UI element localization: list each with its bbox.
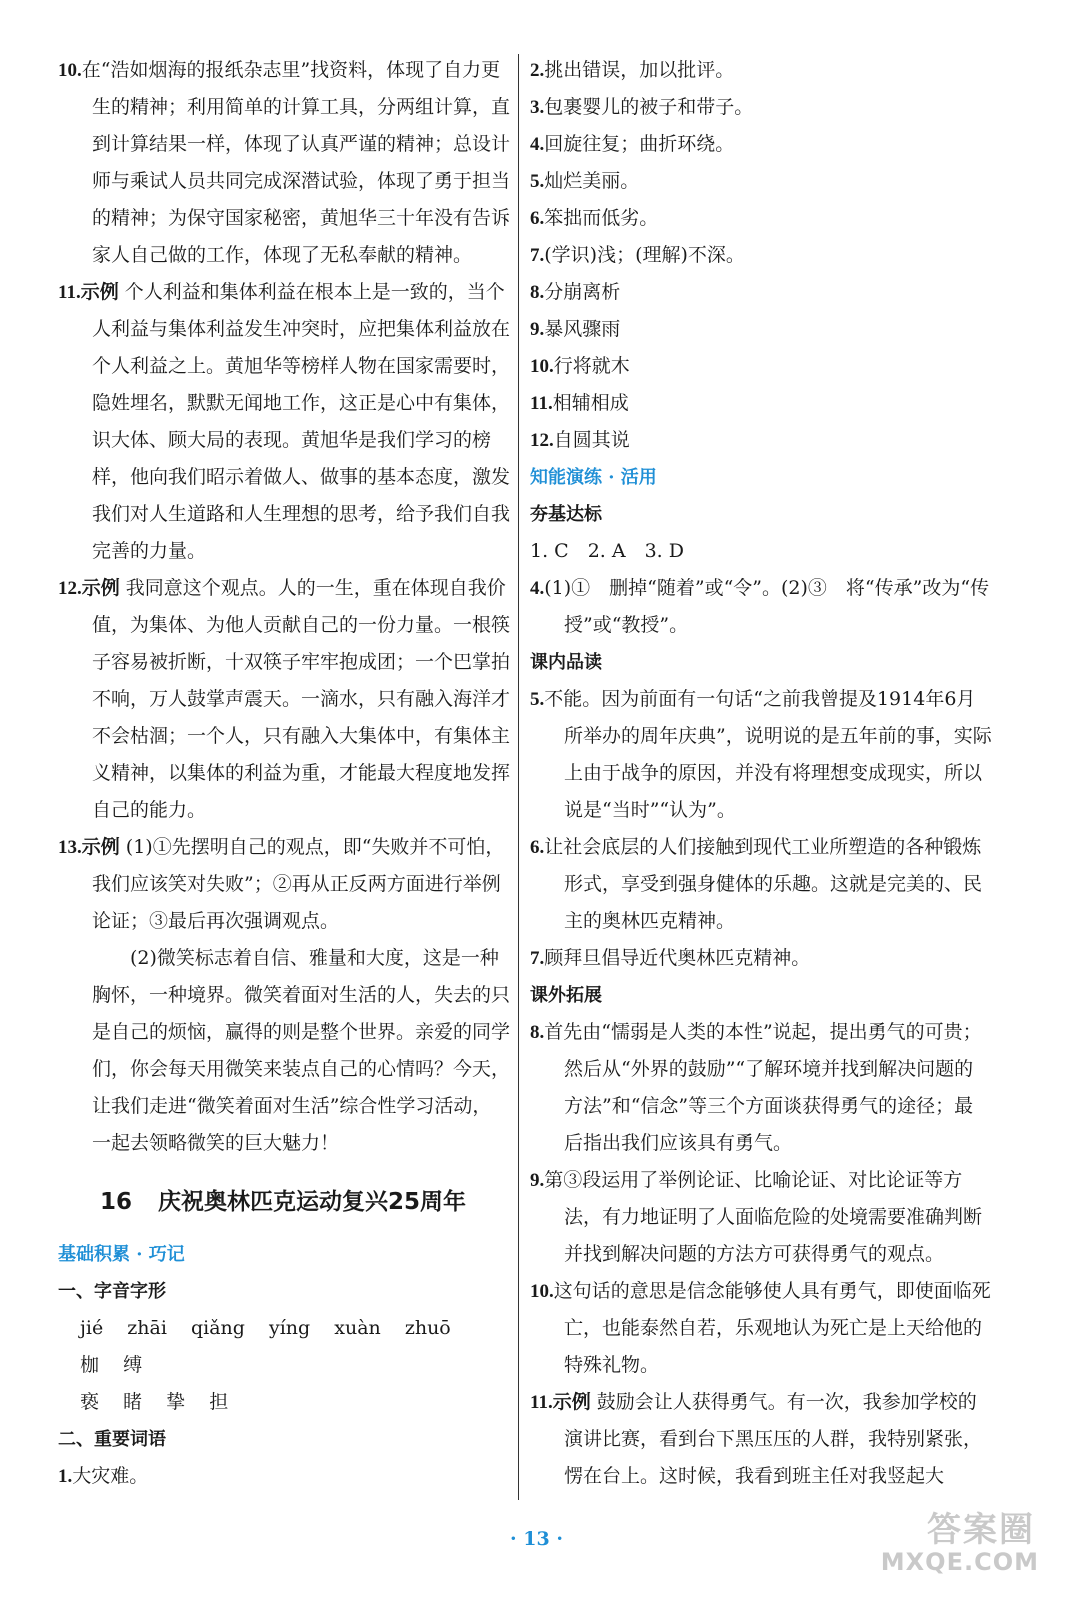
word-5: 5.灿烂美丽。 bbox=[530, 170, 640, 192]
word-7: 7.(学识)浅；(理解)不深。 bbox=[530, 244, 745, 266]
answer-13: 13.示例 (1)①先摆明自己的观点，即“失败并不可怕，我们应该笑对失败”；②再从正反两方面进行举例论证；③最后再次强调观点。 bbox=[58, 836, 505, 932]
answer-10: 10.在“浩如烟海的报纸杂志里”找资料，体现了自力更生的精神；利用简单的计算工具，分两组计算，直到计算结果一样，体现了认真严谨的精神；总设计师与乘试人员共同完成深潜试验，体现了勇于担当的精神；为保守国家秘密，黄旭华三十年没有告诉家人自己做的工作，体现了无私奉献的精神。 bbox=[58, 59, 511, 266]
watermark-logo bbox=[880, 1502, 1043, 1582]
watermark-bottom-text: MXQE.COM bbox=[880, 1548, 1039, 1576]
char-item: 担 bbox=[209, 1391, 229, 1413]
multiple-choice-answers: 1. C 2. A 3. D bbox=[530, 540, 684, 562]
word-4: 4.回旋往复；曲折环绕。 bbox=[530, 133, 735, 155]
word-8: 8.分崩离析 bbox=[530, 281, 621, 303]
pinyin-item: 缚 bbox=[123, 1354, 143, 1376]
chars-row bbox=[80, 1384, 510, 1421]
subsection-key-words: 二、重要词语 bbox=[58, 1429, 166, 1450]
subsection-pronunciation: 一、字音字形 bbox=[58, 1281, 166, 1302]
pinyin-item: 枷 bbox=[80, 1354, 100, 1376]
word-12: 12.自圆其说 bbox=[530, 429, 630, 451]
pinyin-item: zhāi bbox=[127, 1317, 167, 1339]
column-divider bbox=[518, 54, 519, 1500]
lesson-title bbox=[100, 1172, 510, 1232]
answer-r10: 10.这句话的意思是信念能够使人具有勇气，即使面临死亡，也能泰然自若，乐观地认为死亡是上天给他的特殊礼物。 bbox=[530, 1280, 991, 1376]
section-practice: 知能演练 · 活用 bbox=[530, 467, 657, 488]
answer-r4: 4.(1)① 删掉“随着”或“令”。(2)③ 将“传承”改为“传授”或“教授”。 bbox=[530, 577, 990, 636]
answer-r7: 7.顾拜旦倡导近代奥林匹克精神。 bbox=[530, 947, 811, 969]
word-6: 6.笨拙而低劣。 bbox=[530, 207, 659, 229]
answer-13-part-2: (2)微笑标志着自信、雅量和大度，这是一种胸怀，一种境界。微笑着面对生活的人，失去的只是自己的烦恼，赢得的则是整个世界。亲爱的同学们，你会每天用微笑来装点自己的心情吗？今天，让我们走进“微笑着面对生活”综合性学习活动，一起去领略微笑的巨大魅力！ bbox=[92, 947, 511, 1154]
pinyin-row bbox=[80, 1310, 510, 1384]
watermark-top-text: 答案圈 bbox=[927, 1510, 1035, 1550]
pinyin-item: jié bbox=[80, 1317, 104, 1339]
answer-r5: 5.不能。因为前面有一句话“之前我曾提及1914年6月所举办的周年庆典”，说明说的是五年前的事，实际上由于战争的原因，并没有将理想变成现实，所以说是“当时”“认为”。 bbox=[530, 688, 992, 821]
char-item: 挚 bbox=[166, 1391, 186, 1413]
subsection-in-class-reading: 课内品读 bbox=[530, 652, 602, 673]
lesson-name: 庆祝奥林匹克运动复兴25周年 bbox=[158, 1189, 467, 1215]
pinyin-item: xuàn bbox=[334, 1317, 381, 1339]
section-basic-accumulation: 基础积累 · 巧记 bbox=[58, 1244, 185, 1265]
answer-r6: 6.让社会底层的人们接触到现代工业所塑造的各种锻炼形式，享受到强身健体的乐趣。这就是完美的、民主的奥林匹克精神。 bbox=[530, 836, 983, 932]
page-number: · 13 · bbox=[510, 1528, 563, 1550]
lesson-number: 16 bbox=[100, 1189, 133, 1215]
subsection-extension: 课外拓展 bbox=[530, 985, 602, 1006]
answer-r8: 8.首先由“懦弱是人类的本性”说起，提出勇气的可贵；然后从“外界的鼓励”“了解环境并找到解决问题的方法”和“信念”等三个方面谈获得勇气的途径；最后指出我们应该具有勇气。 bbox=[530, 1021, 982, 1154]
left-column bbox=[58, 52, 510, 1495]
word-3: 3.包裹婴儿的被子和带子。 bbox=[530, 96, 754, 118]
right-column bbox=[530, 52, 992, 1495]
answer-r9: 9.第③段运用了举例论证、比喻论证、对比论证等方法，有力地证明了人面临危险的处境需要准确判断并找到解决问题的方法方可获得勇气的观点。 bbox=[530, 1169, 983, 1265]
answer-12: 12.示例 我同意这个观点。人的一生，重在体现自我价值，为集体、为他人贡献自己的一份力量。一根筷子容易被折断，十双筷子牢牢抱成团；一个巴掌拍不响，万人鼓掌声震天。一滴水，只有融入海洋才不会枯涸；一个人，只有融入大集体中，有集体主义精神，以集体的利益为重，才能最大程度地发挥自己的能力。 bbox=[58, 577, 511, 821]
word-10: 10.行将就木 bbox=[530, 355, 630, 377]
answer-11: 11.示例 个人利益和集体利益在根本上是一致的，当个人利益与集体利益发生冲突时，应把集体利益放在个人利益之上。黄旭华等榜样人物在国家需要时，隐姓埋名，默默无闻地工作，这正是心中有集体，识大体、顾大局的表现。黄旭华是我们学习的榜样，他向我们昭示着做人、做事的基本态度，激发我们对人生道路和人生理想的思考，给予我们自我完善的力量。 bbox=[58, 281, 511, 562]
word-11: 11.相辅相成 bbox=[530, 392, 629, 414]
word-2: 2.挑出错误，加以批评。 bbox=[530, 59, 735, 81]
pinyin-item: yíng bbox=[268, 1317, 311, 1339]
char-item: 睹 bbox=[123, 1391, 143, 1413]
pinyin-item: zhuō bbox=[404, 1317, 451, 1339]
word-9: 9.暴风骤雨 bbox=[530, 318, 621, 340]
pinyin-item: qiǎng bbox=[190, 1317, 245, 1339]
char-item: 亵 bbox=[80, 1391, 100, 1413]
subsection-foundation: 夯基达标 bbox=[530, 504, 602, 525]
word-1: 1.大灾难。 bbox=[58, 1465, 149, 1487]
answer-r11: 11.示例 鼓励会让人获得勇气。有一次，我参加学校的演讲比赛，看到台下黑压压的人群，我特别紧张，愣在台上。这时候，我看到班主任对我竖起大 bbox=[530, 1391, 983, 1487]
